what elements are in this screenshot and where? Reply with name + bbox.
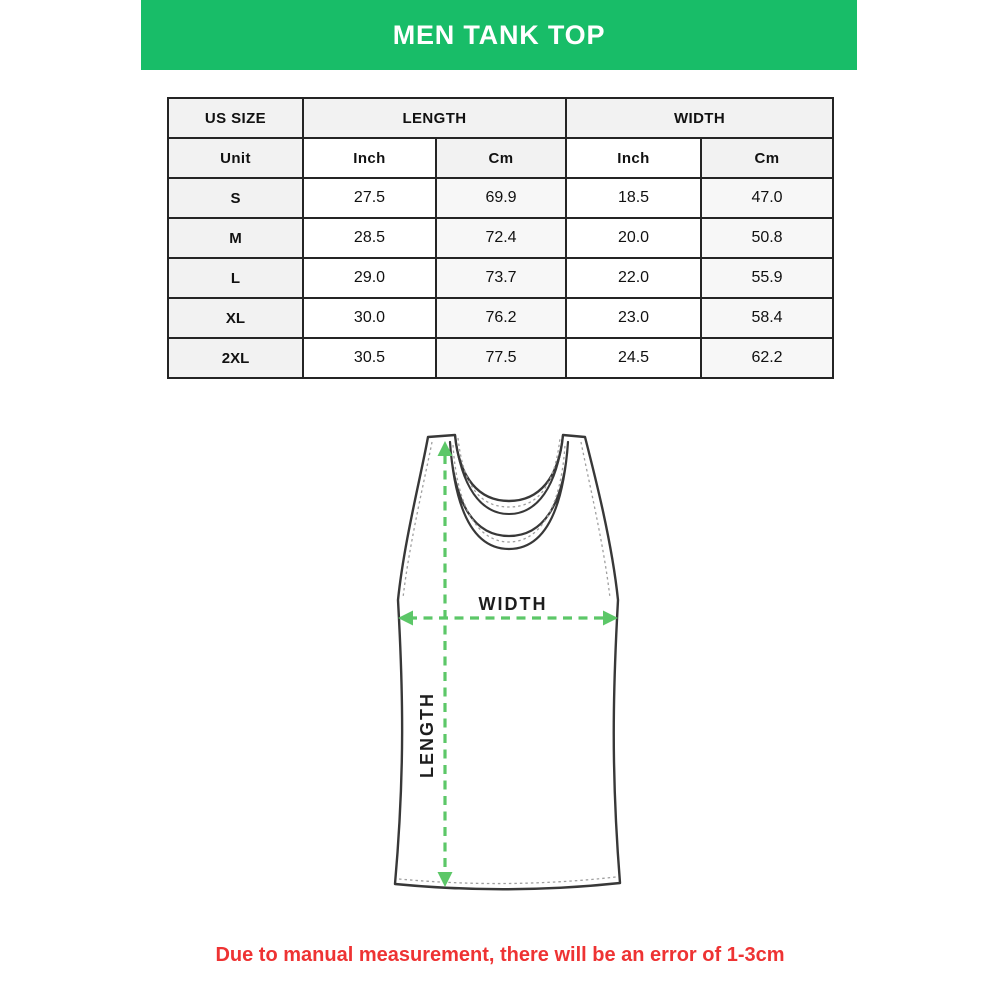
size-label: 2XL bbox=[168, 338, 303, 378]
unit-header: Unit bbox=[168, 138, 303, 178]
col-header-us-size: US SIZE bbox=[168, 98, 303, 138]
length-cm-value: 69.9 bbox=[436, 178, 566, 218]
table-row bbox=[168, 258, 833, 298]
length-cm-value: 76.2 bbox=[436, 298, 566, 338]
width-cm-header: Cm bbox=[701, 138, 833, 178]
width-cm-value: 47.0 bbox=[701, 178, 833, 218]
size-label: M bbox=[168, 218, 303, 258]
tank-top-diagram bbox=[380, 420, 640, 910]
width-inch-value: 20.0 bbox=[566, 218, 701, 258]
col-header-width: WIDTH bbox=[566, 98, 833, 138]
size-chart-table bbox=[167, 97, 834, 379]
page-title: MEN TANK TOP bbox=[392, 19, 606, 50]
length-inch-value: 28.5 bbox=[303, 218, 436, 258]
width-inch-value: 24.5 bbox=[566, 338, 701, 378]
table-row bbox=[168, 218, 833, 258]
length-inch-value: 30.0 bbox=[303, 298, 436, 338]
table-row bbox=[168, 178, 833, 218]
width-inch-header: Inch bbox=[566, 138, 701, 178]
width-inch-value: 18.5 bbox=[566, 178, 701, 218]
length-inch-header: Inch bbox=[303, 138, 436, 178]
col-header-length: LENGTH bbox=[303, 98, 566, 138]
length-cm-value: 77.5 bbox=[436, 338, 566, 378]
length-inch-value: 30.5 bbox=[303, 338, 436, 378]
length-cm-value: 73.7 bbox=[436, 258, 566, 298]
width-measure-label: WIDTH bbox=[478, 594, 548, 614]
measurement-error-note: Due to manual measurement, there will be an error of 1-3cm bbox=[215, 944, 785, 966]
table-row bbox=[168, 338, 833, 378]
size-chart bbox=[167, 97, 832, 379]
width-cm-value: 62.2 bbox=[701, 338, 833, 378]
length-measure-label: LENGTH bbox=[417, 692, 437, 778]
length-cm-value: 72.4 bbox=[436, 218, 566, 258]
width-inch-value: 22.0 bbox=[566, 258, 701, 298]
title-banner bbox=[141, 0, 857, 70]
length-inch-value: 27.5 bbox=[303, 178, 436, 218]
size-label: S bbox=[168, 178, 303, 218]
unit-header-row bbox=[168, 138, 833, 178]
width-cm-value: 58.4 bbox=[701, 298, 833, 338]
length-inch-value: 29.0 bbox=[303, 258, 436, 298]
table-row bbox=[168, 298, 833, 338]
group-header-row bbox=[168, 98, 833, 138]
size-label: XL bbox=[168, 298, 303, 338]
width-inch-value: 23.0 bbox=[566, 298, 701, 338]
width-cm-value: 55.9 bbox=[701, 258, 833, 298]
width-cm-value: 50.8 bbox=[701, 218, 833, 258]
tank-top-outline bbox=[395, 435, 620, 889]
length-cm-header: Cm bbox=[436, 138, 566, 178]
size-label: L bbox=[168, 258, 303, 298]
